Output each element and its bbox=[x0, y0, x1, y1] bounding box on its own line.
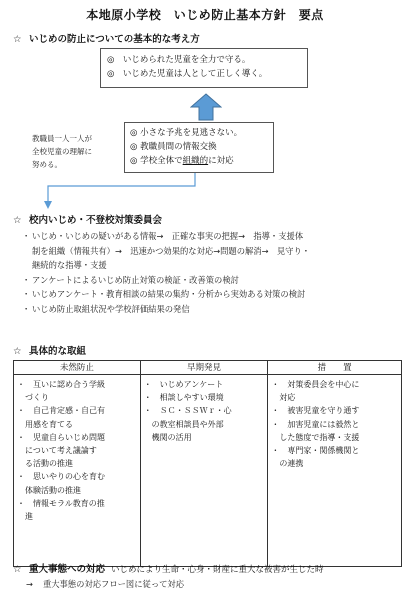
bullet-mark: ・ bbox=[22, 274, 31, 285]
bullet-mark: ・ bbox=[22, 231, 31, 241]
star-icon: ☆ bbox=[13, 34, 22, 45]
practice-line-2: ◎ 教職員間の情報交換 bbox=[130, 142, 217, 152]
cell-line: ・ 情報モラル教育の推 bbox=[17, 498, 105, 508]
bullet-text: いじめ・いじめの疑いがある情報→ 正確な事実の把握→ 指導・支援体 bbox=[32, 231, 304, 241]
column-header-prevention: 未然防止 bbox=[14, 361, 141, 375]
cell-line: ・ 互いに認め合う学級 bbox=[17, 380, 105, 389]
cell-line: ・ 思いやりの心を育む bbox=[17, 472, 105, 482]
serious-case-action bbox=[26, 577, 184, 592]
section-heading-text: いじめの防止についての基本的な考え方 bbox=[29, 34, 200, 45]
cell-line: ・ 自己肯定感・自己有 bbox=[17, 406, 105, 416]
section-heading-basic-policy bbox=[13, 31, 200, 45]
measures-cell bbox=[268, 375, 402, 567]
committee-bullets bbox=[22, 229, 310, 316]
bullet-item bbox=[22, 287, 310, 302]
up-arrow-icon bbox=[190, 93, 222, 121]
bullet-text: 制を組織（情報共有）→ 迅速かつ効果的な対応→問題の解消→ 見守り・ bbox=[32, 245, 311, 256]
bullet-continuation bbox=[22, 244, 310, 259]
bullet-item bbox=[22, 273, 310, 288]
cell-line: ・ 専門家・関係機関と bbox=[271, 446, 360, 456]
cell-line: 機関の活用 bbox=[143, 432, 192, 442]
practice-line-3 bbox=[130, 154, 273, 168]
side-note-line: 教職員一人一人が bbox=[32, 134, 92, 143]
table-row bbox=[14, 375, 402, 567]
early-detection-cell bbox=[140, 375, 268, 567]
right-arrow-icon: → bbox=[26, 579, 33, 589]
practice-line-1: ◎ 小さな予兆を見逃さない。 bbox=[130, 128, 243, 138]
table-header-row bbox=[14, 361, 402, 375]
bullet-text: いじめアンケート・教育相談の結果の集約・分析から実効ある対策の検討 bbox=[32, 289, 306, 299]
initiatives-table bbox=[13, 360, 402, 567]
bullet-text: いじめ防止取組状況や学校評価結果の発信 bbox=[32, 303, 190, 314]
bullet-mark: ・ bbox=[22, 289, 31, 299]
cell-line: の連携 bbox=[271, 459, 304, 469]
star-icon: ☆ bbox=[13, 346, 22, 357]
section-heading-text: 具体的な取組 bbox=[29, 346, 87, 357]
cell-line: づくり bbox=[17, 393, 49, 403]
side-note-line: 努める。 bbox=[32, 160, 62, 169]
practice-line-3a: ◎ 学校全体で bbox=[130, 156, 183, 166]
cell-line: 用感を育てる bbox=[17, 419, 73, 429]
column-header-measures: 措 置 bbox=[268, 361, 402, 375]
cell-line: ・ 対策委員会を中心に bbox=[271, 380, 360, 389]
prevention-cell bbox=[14, 375, 141, 567]
serious-case-action-text: 重大事態の対応フロー図に従って対応 bbox=[42, 579, 185, 589]
cell-line: した態度で指導・支援 bbox=[271, 432, 360, 442]
principle-line-2: ◎ いじめた児童は人として正しく導く。 bbox=[107, 69, 268, 79]
core-principle-box bbox=[100, 48, 308, 88]
cell-line: ・ 加害児童には毅然と bbox=[271, 419, 360, 429]
cell-line: る活動の推進 bbox=[17, 459, 73, 469]
side-note-line: 全校児童の理解に bbox=[32, 147, 92, 156]
column-header-early-detection: 早期発見 bbox=[140, 361, 268, 375]
section-heading-text: 重大事態への対応 bbox=[29, 564, 106, 575]
cell-line: ・ 相談しやすい環境 bbox=[143, 393, 224, 403]
cell-line: ・ 被害児童を守り通す bbox=[271, 406, 360, 416]
cell-line: 進 bbox=[17, 512, 33, 522]
star-icon: ☆ bbox=[13, 215, 22, 226]
bullet-mark: ・ bbox=[22, 303, 31, 314]
cell-line: について考え議論す bbox=[17, 446, 97, 456]
cell-line: ・ ＳＣ・ＳＳＷｒ・心 bbox=[143, 406, 232, 416]
section-heading-initiatives bbox=[13, 343, 86, 357]
cell-line: ・ 児童自らいじめ問題 bbox=[17, 432, 105, 442]
side-note bbox=[32, 132, 92, 171]
principle-line-1: ◎ いじめられた児童を全力で守る。 bbox=[107, 55, 251, 65]
cell-line: ・ いじめアンケート bbox=[143, 380, 224, 389]
cell-line: の教室相談員や外部 bbox=[143, 419, 224, 429]
bullet-continuation bbox=[22, 258, 310, 273]
practice-box bbox=[124, 122, 274, 173]
section-heading-committee bbox=[13, 212, 162, 226]
cell-line: 体験活動の推進 bbox=[17, 485, 81, 495]
bullet-text: 継続的な指導・支援 bbox=[32, 260, 107, 270]
bullet-text: アンケートによるいじめ防止対策の検証・改善策の検討 bbox=[32, 274, 239, 285]
section-heading-serious-cases bbox=[13, 561, 324, 575]
bullet-item bbox=[22, 302, 310, 317]
bullet-item bbox=[22, 229, 310, 244]
serious-case-condition: いじめにより生命・心身・財産に重大な被害が生じた時 bbox=[111, 565, 324, 575]
section-heading-text: 校内いじめ・不登校対策委員会 bbox=[29, 215, 163, 226]
cell-line: 対応 bbox=[271, 393, 296, 403]
practice-line-3b: に対応 bbox=[208, 156, 234, 166]
practice-line-3-underlined: 組織的 bbox=[182, 156, 209, 166]
star-icon: ☆ bbox=[13, 564, 22, 575]
connector-arrow bbox=[40, 172, 240, 212]
page-title: 本地原小学校 いじめ防止基本方針 要点 bbox=[86, 8, 324, 22]
